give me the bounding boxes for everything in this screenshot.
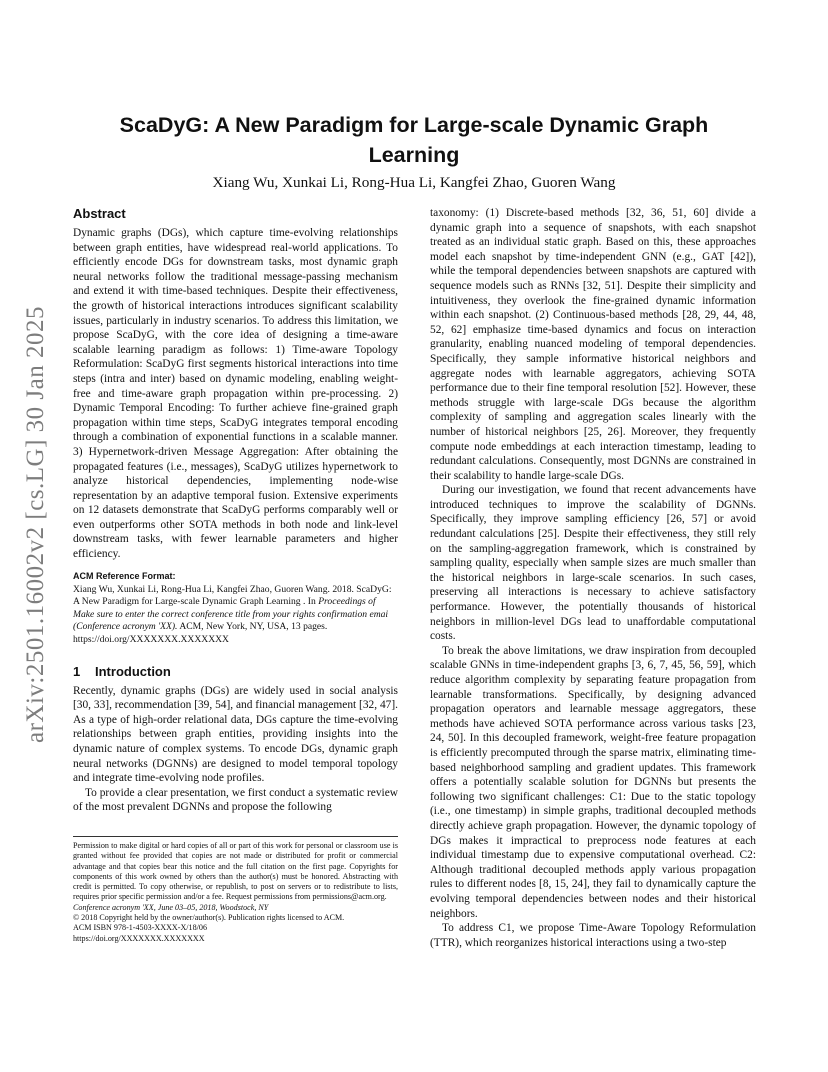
doi-line: https://doi.org/XXXXXXX.XXXXXXX [73, 933, 205, 943]
right-paragraph-2: During our investigation, we found that recent advancements have introduced techniques to improve the scalability of DGNNs. Specifically, they improve sampling efficiency [26, 57] or avoid redundant calculations [25]. Despite their effectiveness, they still rely on the sampling-aggregation framework, which is constrained by sampling quality, especially when sample sizes are much smaller than the historical neighbors in large-scale scenarios. In such cases, preserving all interactions is necessary to achieve satisfactory performance. However, the potentially thousands of historical neighbors in million-level DGs lead to unaffordable computational costs. [430, 484, 756, 643]
section-number: 1 [73, 663, 81, 679]
author-list: Xiang Wu, Xunkai Li, Rong-Hua Li, Kangfei Zhao, Guoren Wang [212, 174, 616, 191]
introduction-heading [73, 663, 398, 680]
right-paragraph-1: taxonomy: (1) Discrete-based methods [32, 36, 51, 60] divide a dynamic graph into a sequence of snapshots, with each snapshot treated as an individual static graph. Based on this, these approaches model each snapshot by time-independent GNN (e.g., GAT [42]), while the temporal dependencies between snapshots are captured with sequence models such as RNNs [32, 51]. Despite their simplicity and intuitiveness, they overlook the fine-grained dynamic information within each snapshot. (2) Continuous-based methods [28, 29, 44, 48, 52, 62] emphasize time-based dynamics and focus on interaction granularity, enabling nuanced modeling of temporal dependencies. Specifically, they sample informative historical neighbors and aggregate nodes with learnable aggregators, achieving SOTA performance due to their fine temporal resolution [52]. However, these methods struggle with large-scale DGs because the algorithm complexity of sampling and aggregation scales linearly with the number of historical neighbors [25, 26]. Moreover, they frequently compute node embeddings at each interaction timestamp, leading to redundant calculations. Consequently, most DGNNs are constrained in their scalability to handle large-scale DGs. [430, 207, 756, 482]
right-paragraph-4: To address C1, we propose Time-Aware Topology Reformulation (TTR), which reorganizes historical interactions using a two-step [430, 922, 756, 949]
acm-reference-line2: ACM, New York, NY, USA, 13 pages. https://doi.org/XXXXXXX.XXXXXXX [73, 621, 328, 646]
section-title: Introduction [95, 663, 171, 679]
acm-reference-proceedings: Proceedings of Make sure to enter the correct conference title from your rights confirmation emai (Conference acronym 'XX). [73, 596, 389, 633]
intro-paragraph-2: To provide a clear presentation, we first conduct a systematic review of the most prevalent DGNNs and propose the following [73, 786, 398, 814]
intro-paragraph-1: Recently, dynamic graphs (DGs) are widely used in social analysis [30, 33], recommendation [39, 54], and financial management [32, 47]. As a type of high-order relational data, DGs capture the time-evolving relationships between graph entities, providing insights into the dynamic nature of complex systems. To encode DGs, dynamic graph neural networks (DGNNs) are designed to model temporal topology and integrate time-evolving node profiles. [73, 684, 398, 785]
acm-reference-line1: Xiang Wu, Xunkai Li, Rong-Hua Li, Kangfei Zhao, Guoren Wang. 2018. ScaDyG: A New Paradigm for Large-scale Dynamic Graph Learning . In [73, 583, 392, 608]
left-column [73, 205, 398, 815]
arxiv-stamp: arXiv:2501.16002v2 [cs.LG] 30 Jan 2025 [22, 306, 49, 744]
abstract-heading: Abstract [73, 206, 126, 221]
copyright-line: © 2018 Copyright held by the owner/author(s). Publication rights licensed to ACM. [73, 913, 345, 923]
isbn-line: ACM ISBN 978-1-4503-XXXX-X/18/06 [73, 923, 207, 933]
acm-reference-text [73, 584, 398, 647]
right-column [430, 206, 756, 950]
acm-reference-label: ACM Reference Format: [73, 570, 176, 581]
right-paragraph-3: To break the above limitations, we draw inspiration from decoupled scalable GNNs in time-independent graphs [3, 6, 7, 45, 56, 59], which reduce algorithm complexity by separating feature propagation from learnable transformations. Specifically, by designing advanced propagation operators and learnable message aggregators, these methods have achieved SOTA performance across various tasks [23, 24, 50]. In this decoupled framework, weight-free feature propagation is efficiently precomputed through the sparse matrix, eliminating time-based neighborhood sampling and gradient updates. This framework offers a potentially scalable solution for DGNNs but presents the following two significant challenges: C1: Due to the static topology (i.e., one timestamp) in simple graphs, traditional decoupled methods directly achieve graph propagation. However, the dynamic topology of DGs makes it impractical to preprocess node features at each individual timestamp due to expensive computational overhead. C2: Although traditional decoupled methods apply various propagation rules to different nodes [8, 15, 24], they fail to dynamically capture the evolving temporal dependencies between nodes and their historical neighbors. [430, 644, 756, 920]
permission-notice: Permission to make digital or hard copies of all or part of this work for personal or classroom use is granted without fee provided that copies are not made or distributed for profit or commercial advantage and that copies bear this notice and the full citation on the first page. Copyrights for components of this work owned by others than the author(s) must be honored. Abstracting with credit is permitted. To copy otherwise, or republish, to post on servers or to redistribute to lists, requires prior specific permission and/or a fee. Request permissions from permissions@acm.org. [73, 841, 398, 902]
conference-line: Conference acronym 'XX, June 03–05, 2018, Woodstock, NY [73, 902, 269, 912]
copyright-footnote [73, 836, 398, 944]
abstract-text: Dynamic graphs (DGs), which capture time-evolving relationships between graph entities, have widespread real-world applications. To efficiently encode DGs for downstream tasks, most dynamic graph neural networks follow the traditional message-passing mechanism and extend it with time-based techniques. Despite their effectiveness, the growth of historical interactions introduces significant scalability issues, particularly in industry scenarios. To address this limitation, we propose ScaDyG, with the core idea of designing a time-aware scalable learning paradigm as follows: 1) Time-aware Topology Reformulation: ScaDyG first segments historical interactions into time steps (intra and inter) based on dynamic modeling, enabling weight-free and time-aware graph propagation within pre-processing. 2) Dynamic Temporal Encoding: To further achieve fine-grained graph propagation within time steps, ScaDyG integrates temporal encoding through a combination of exponential functions in a scalable manner. 3) Hypernetwork-driven Message Aggregation: After obtaining the propagated features (i.e., messages), ScaDyG utilizes hypernetwork to analyze historical dependencies, implementing node-wise representation by an adaptive temporal fusion. Extensive experiments on 12 datasets demonstrate that ScaDyG performs comparably well or even outperforms other SOTA methods in both node and link-level downstream tasks, with fewer learnable parameters and higher efficiency. [73, 227, 398, 561]
paper-title: ScaDyG: A New Paradigm for Large-scale Dynamic Graph Learning [119, 113, 709, 167]
